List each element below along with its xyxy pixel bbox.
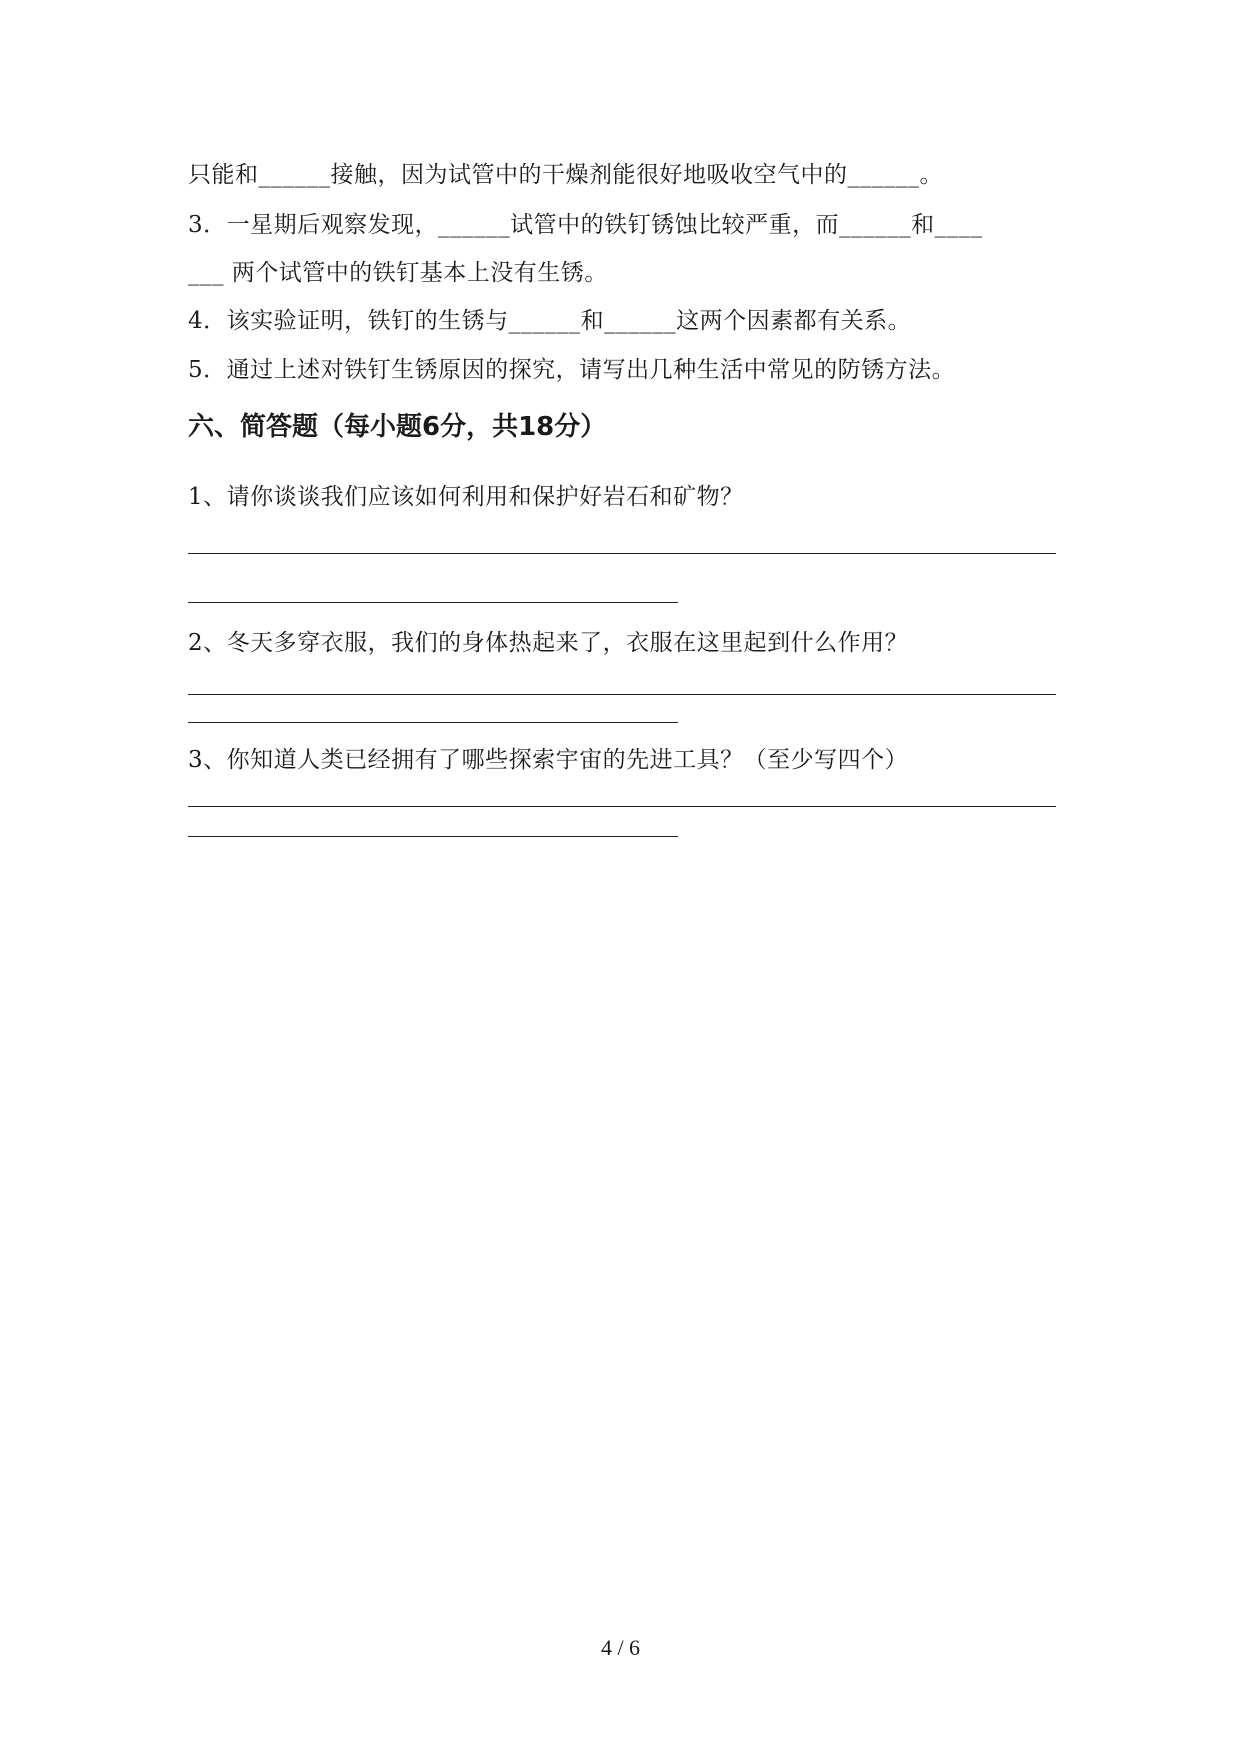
page-number: 4 / 6 <box>600 1635 641 1660</box>
fill-in-question-3: 3．一星期后观察发现，______试管中的铁钉锈蚀比较严重，而______和____ <box>188 212 983 238</box>
answer-line[interactable] <box>188 602 678 603</box>
fill-in-question-3-continued: ___ 两个试管中的铁钉基本上没有生锈。 <box>188 260 608 286</box>
answer-line[interactable] <box>188 806 1056 807</box>
question-1: 1、请你谈谈我们应该如何利用和保护好岩石和矿物？ <box>188 484 744 510</box>
section-heading: 六、简答题（每小题6分，共18分） <box>188 412 607 442</box>
answer-line[interactable] <box>188 553 1056 554</box>
fill-in-question-5: 5．通过上述对铁钉生锈原因的探究，请写出几种生活中常见的防锈方法。 <box>188 357 956 383</box>
fill-in-line-1: 只能和______接触，因为试管中的干燥剂能很好地吸收空气中的______。 <box>188 162 943 188</box>
answer-line[interactable] <box>188 694 1056 695</box>
answer-line[interactable] <box>188 722 678 723</box>
question-2: 2、冬天多穿衣服，我们的身体热起来了，衣服在这里起到什么作用？ <box>188 630 909 656</box>
question-3: 3、你知道人类已经拥有了哪些探索宇宙的先进工具？（至少写四个） <box>188 747 909 773</box>
fill-in-question-4: 4．该实验证明，铁钉的生锈与______和______这两个因素都有关系。 <box>188 308 912 334</box>
answer-line[interactable] <box>188 836 678 837</box>
